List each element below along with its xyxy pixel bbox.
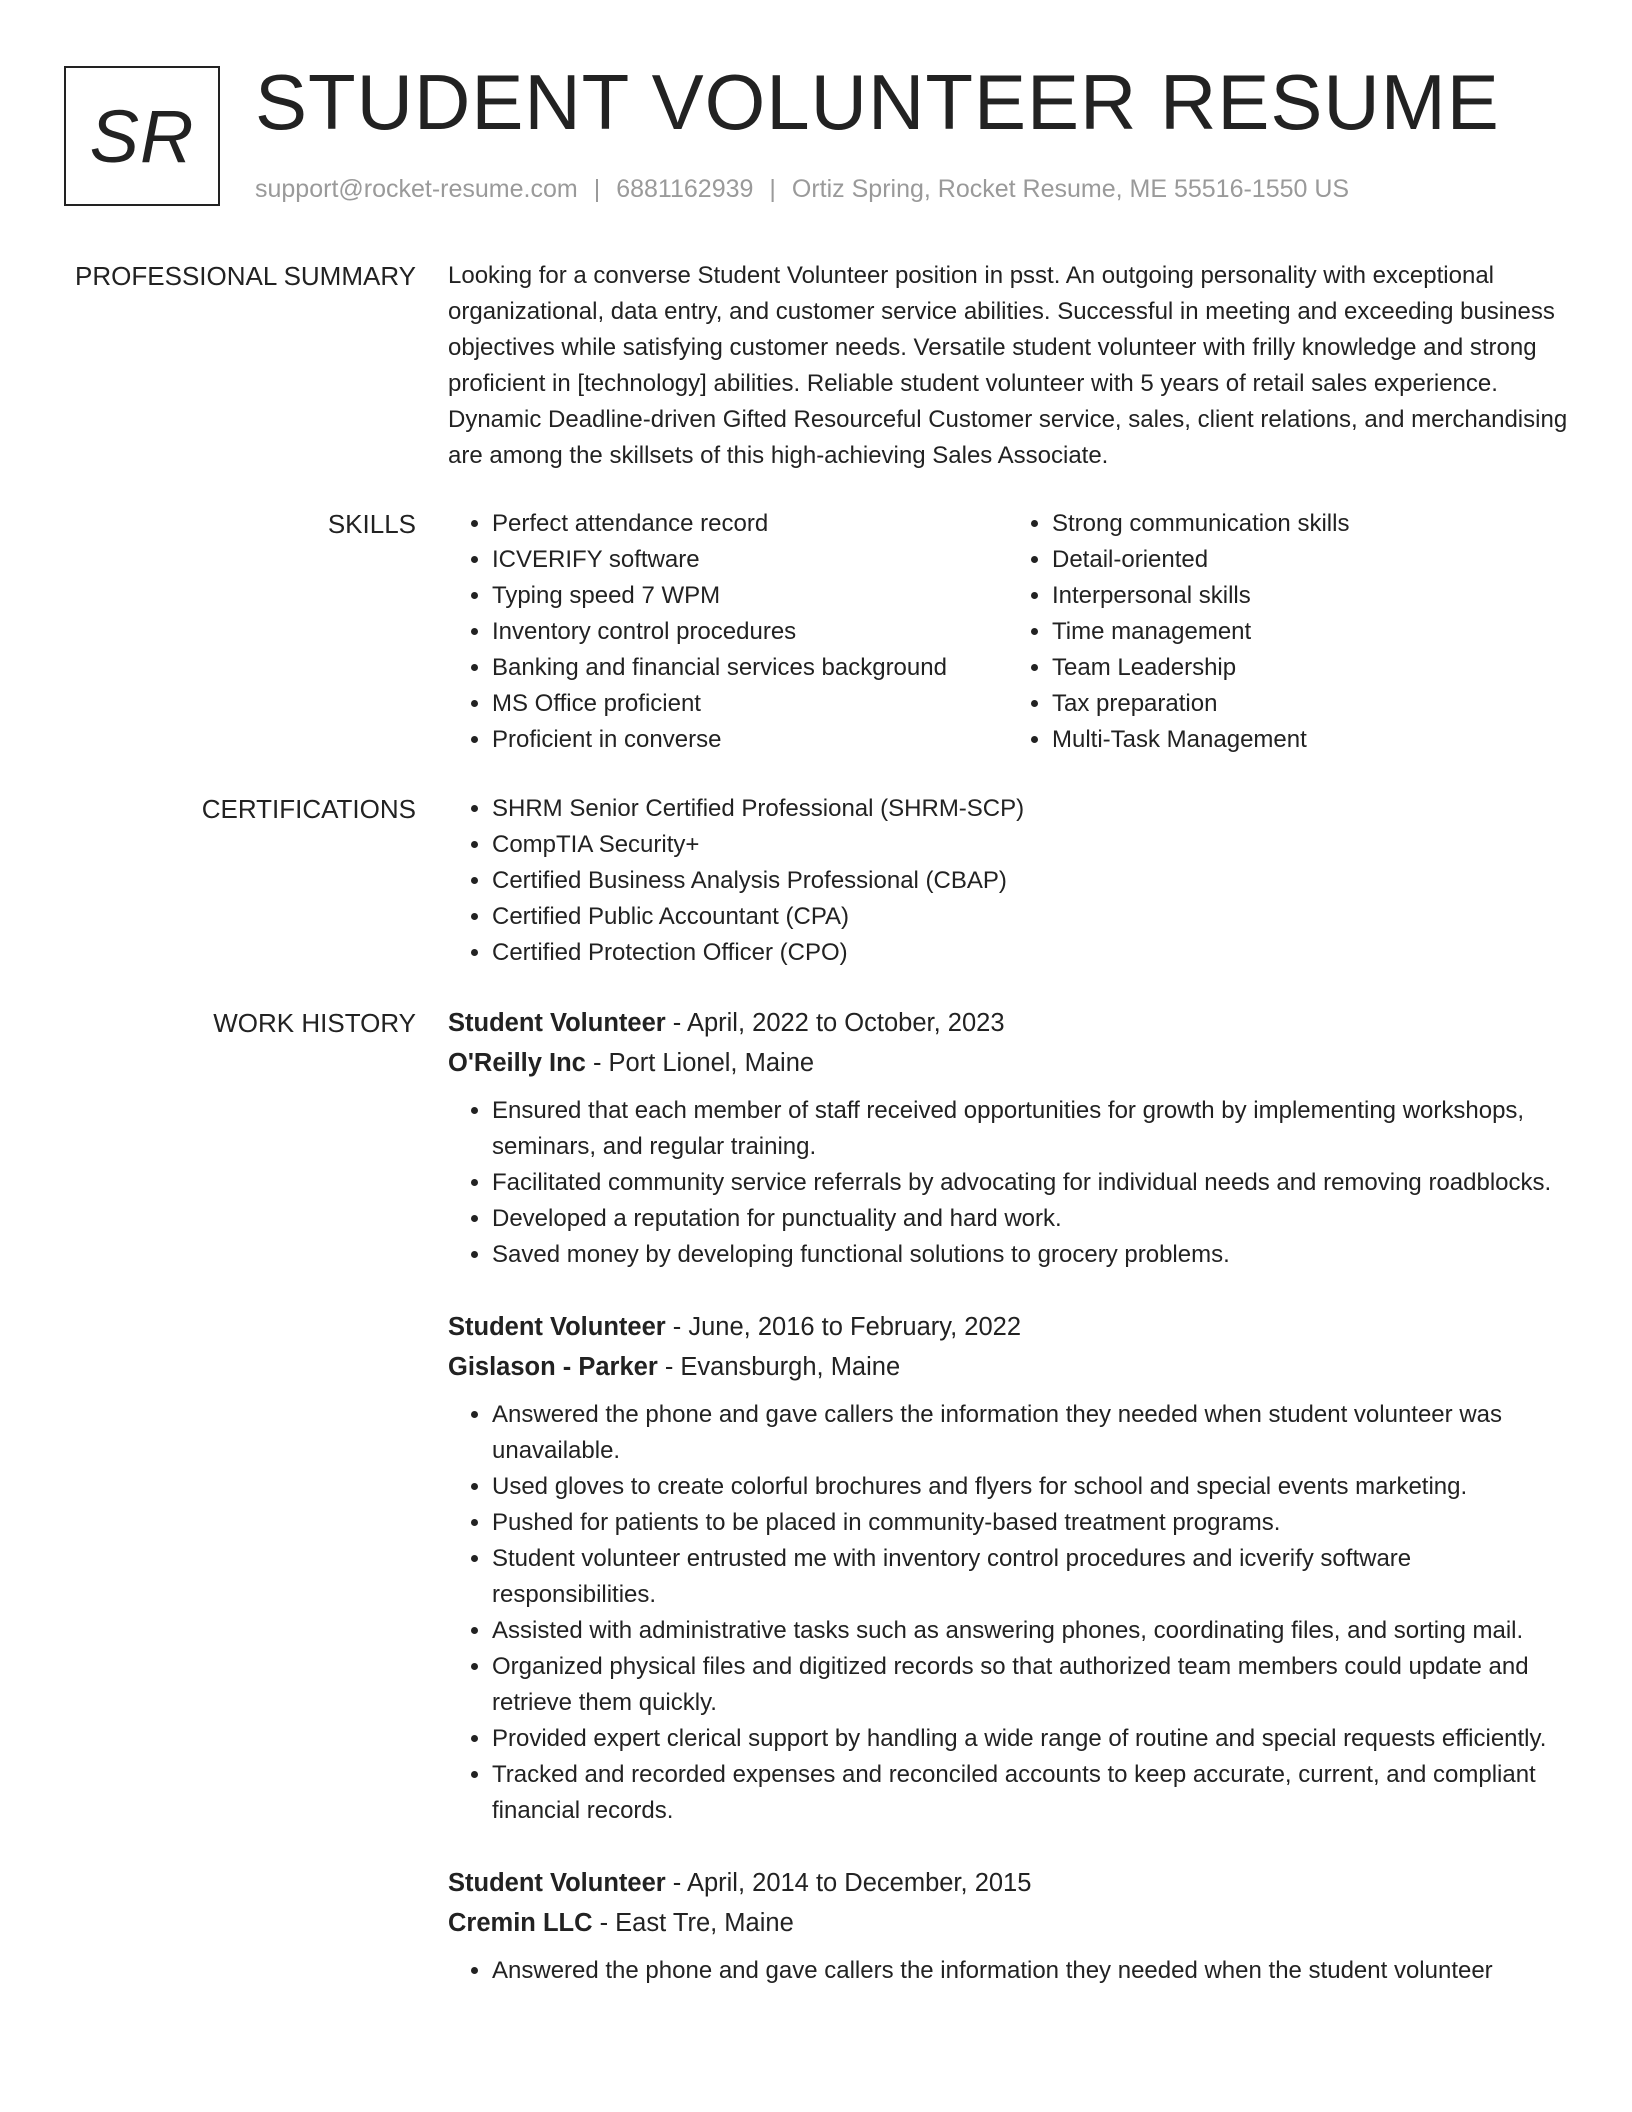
job-dates: - April, 2022 to October, 2023	[665, 1009, 1005, 1037]
job-title: Student Volunteer	[448, 1869, 666, 1897]
work-history-body	[448, 1003, 1568, 2023]
certification-item: • CompTIA Security+	[492, 827, 1568, 863]
skill-item: • ICVERIFY software	[492, 542, 1008, 578]
skill-item: • Typing speed 7 WPM	[492, 578, 1008, 614]
job-bullet: • Used gloves to create colorful brochures and flyers for school and special events marketing.	[492, 1469, 1568, 1505]
job-title-line	[448, 1863, 1568, 1903]
job-bullet: • Organized physical files and digitized records so that authorized team members could update and retrieve them quickly.	[492, 1649, 1568, 1721]
skill-item: • Detail-oriented	[1052, 542, 1568, 578]
skill-item: • Inventory control procedures	[492, 614, 1008, 650]
job-location: - Port Lionel, Maine	[585, 1049, 815, 1077]
job-bullet: • Saved money by developing functional solutions to grocery problems.	[492, 1237, 1568, 1273]
skill-item: • Multi-Task Management	[1052, 722, 1568, 758]
job-location: - Evansburgh, Maine	[657, 1353, 901, 1381]
job-dates: - June, 2016 to February, 2022	[665, 1313, 1022, 1341]
summary-text: Looking for a converse Student Volunteer position in psst. An outgoing personality with exceptional organizational, data entry, and customer service abilities. Successful in meeting and exceeding business objectives while satisfying customer needs. Versatile student volunteer with frilly knowledge and strong proficient in [technology] abilities. Reliable student volunteer with 5 years of retail sales experience. Dynamic Deadline-driven Gifted Resourceful Customer service, sales, client relations, and merchandising are among the skillsets of this high-achieving Sales Associate.	[448, 262, 1568, 469]
skill-item: • Strong communication skills	[1052, 506, 1568, 542]
job-bullet: • Pushed for patients to be placed in community-based treatment programs.	[492, 1505, 1568, 1541]
contact-separator: |	[769, 175, 776, 203]
contact-phone: 6881162939	[616, 175, 754, 203]
skill-item: • Time management	[1052, 614, 1568, 650]
job-company: O'Reilly Inc	[448, 1049, 586, 1077]
monogram-logo: SR	[64, 66, 220, 206]
contact-address: Ortiz Spring, Rocket Resume, ME 55516-1550 US	[791, 175, 1350, 203]
job-title-line	[448, 1307, 1568, 1347]
certification-item: • Certified Business Analysis Professional (CBAP)	[492, 863, 1568, 899]
summary-body	[448, 258, 1568, 474]
section-label-certifications: CERTIFICATIONS	[201, 794, 416, 824]
contact-line	[255, 175, 1349, 204]
skills-body	[448, 506, 1568, 758]
job-company-line	[448, 1347, 1568, 1387]
skill-item: • Tax preparation	[1052, 686, 1568, 722]
job-bullet: • Student volunteer entrusted me with inventory control procedures and icverify software responsibilities.	[492, 1541, 1568, 1613]
job-location: - East Tre, Maine	[592, 1909, 794, 1937]
skill-item: • MS Office proficient	[492, 686, 1008, 722]
section-label-skills: SKILLS	[327, 509, 416, 539]
job-bullet: • Developed a reputation for punctuality and hard work.	[492, 1201, 1568, 1237]
certification-item: • Certified Protection Officer (CPO)	[492, 935, 1568, 971]
job-bullet: • Answered the phone and gave callers the information they needed when the student volunteer	[492, 1953, 1568, 1989]
job-entry	[448, 1307, 1568, 1829]
skill-item: • Perfect attendance record	[492, 506, 1008, 542]
job-title-line	[448, 1003, 1568, 1043]
job-bullet: • Provided expert clerical support by handling a wide range of routine and special requests efficiently.	[492, 1721, 1568, 1757]
job-entry	[448, 1003, 1568, 1273]
certification-item: • Certified Public Accountant (CPA)	[492, 899, 1568, 935]
job-bullet: • Ensured that each member of staff received opportunities for growth by implementing workshops, seminars, and regular training.	[492, 1093, 1568, 1165]
job-company: Cremin LLC	[448, 1909, 593, 1937]
job-bullet: • Facilitated community service referrals by advocating for individual needs and removing roadblocks.	[492, 1165, 1568, 1201]
skill-item: • Team Leadership	[1052, 650, 1568, 686]
skills-column-2	[1008, 506, 1568, 758]
job-company-line	[448, 1043, 1568, 1083]
contact-email: support@rocket-resume.com	[255, 175, 578, 203]
skills-column-1	[448, 506, 1008, 758]
job-bullets	[448, 1953, 1568, 1989]
job-bullet: • Assisted with administrative tasks such as answering phones, coordinating files, and sorting mail.	[492, 1613, 1568, 1649]
job-bullets	[448, 1093, 1568, 1273]
certification-item: • SHRM Senior Certified Professional (SHRM-SCP)	[492, 791, 1568, 827]
certifications-body	[448, 791, 1568, 971]
job-entry	[448, 1863, 1568, 1989]
skill-item: • Banking and financial services background	[492, 650, 1008, 686]
job-company: Gislason - Parker	[448, 1353, 658, 1381]
job-title: Student Volunteer	[448, 1313, 666, 1341]
section-label-summary: PROFESSIONAL SUMMARY	[75, 261, 416, 291]
section-label-work-history: WORK HISTORY	[213, 1008, 416, 1038]
job-bullets	[448, 1397, 1568, 1829]
resume-title: STUDENT VOLUNTEER RESUME	[255, 58, 1500, 146]
skill-item: • Proficient in converse	[492, 722, 1008, 758]
contact-separator: |	[593, 175, 601, 203]
skill-item: • Interpersonal skills	[1052, 578, 1568, 614]
job-bullet: • Tracked and recorded expenses and reconciled accounts to keep accurate, current, and compliant financial records.	[492, 1757, 1568, 1829]
job-title: Student Volunteer	[448, 1009, 666, 1037]
job-bullet: • Answered the phone and gave callers the information they needed when student volunteer was unavailable.	[492, 1397, 1568, 1469]
job-dates: - April, 2014 to December, 2015	[665, 1869, 1032, 1897]
certifications-list	[448, 791, 1568, 971]
job-company-line	[448, 1903, 1568, 1943]
